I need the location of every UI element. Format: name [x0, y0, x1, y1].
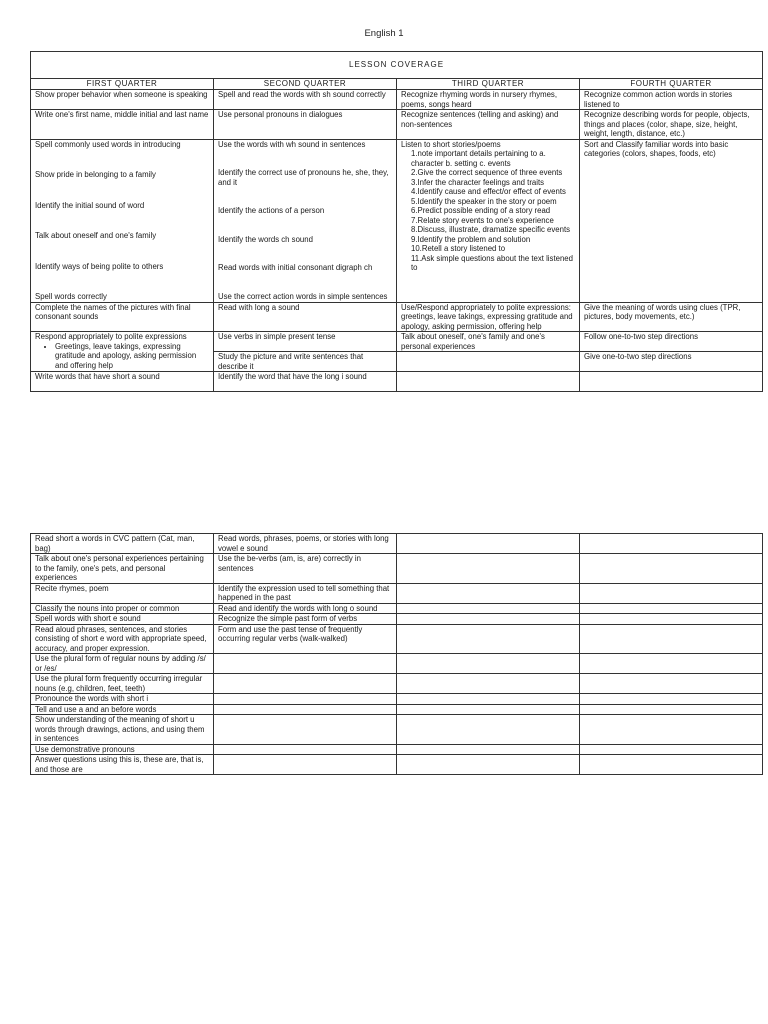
table-cell	[580, 744, 763, 755]
table-cell	[397, 554, 580, 584]
table-cell	[580, 614, 763, 625]
table-row	[31, 110, 763, 140]
table-cell	[397, 603, 580, 614]
table-cell: Give one-to-two step directions	[580, 352, 763, 372]
table-row	[31, 583, 763, 603]
quarter-header-row	[31, 79, 763, 90]
table-cell: Classify the nouns into proper or common	[31, 603, 214, 614]
page-title: English 1	[364, 28, 404, 39]
table-cell	[580, 755, 763, 775]
table-cell	[214, 674, 397, 694]
table-cell	[397, 694, 580, 705]
cell-item: Identify ways of being polite to others	[35, 261, 164, 271]
table-cell: Show proper behavior when someone is speaking	[31, 90, 214, 110]
table-row	[31, 554, 763, 584]
cell-item: 5.Identify the speaker in the story or poem	[411, 196, 557, 206]
table-cell	[397, 755, 580, 775]
cell-item: Use the words with wh sound in sentences	[218, 139, 366, 149]
table-cell	[397, 139, 580, 302]
cell-item: 4.Identify cause and effect/or effect of events	[411, 187, 566, 196]
table-cell: Talk about one's personal experiences pertaining to the family, one's pets, and personal experiences	[31, 554, 214, 584]
cell-item: Spell words correctly	[35, 292, 107, 301]
table-cell: Recite rhymes, poem	[31, 583, 214, 603]
table-cell: Recognize rhyming words in nursery rhymes, poems, songs heard	[397, 90, 580, 110]
cell-item: 7.Relate story events to one's experience	[411, 215, 554, 225]
table-row	[31, 372, 763, 392]
lesson-coverage-table	[30, 51, 763, 392]
cell-item: Identify the initial sound of word	[35, 200, 145, 210]
table-cell	[397, 614, 580, 625]
table-row	[31, 744, 763, 755]
cell-item: Respond appropriately to polite expressions	[35, 332, 187, 341]
table-row	[31, 715, 763, 745]
table-row	[31, 755, 763, 775]
table-cell: Use demonstrative pronouns	[31, 744, 214, 755]
table-cell	[580, 674, 763, 694]
table-cell	[397, 715, 580, 745]
table-cell	[397, 654, 580, 674]
table-cell: Follow one-to-two step directions	[580, 332, 763, 352]
table-cell: Identify the word that have the long i sound	[214, 372, 397, 392]
cell-item: Show pride in belonging to a family	[35, 170, 156, 179]
table-cell: Form and use the past tense of frequently occurring regular verbs (walk-walked)	[214, 624, 397, 654]
table-row	[31, 534, 763, 554]
table-cell: Use the plural form frequently occurring irregular nouns (e.g, children, feet, teeth)	[31, 674, 214, 694]
table-cell	[580, 534, 763, 554]
table-cell: Answer questions using this is, these are, that is, and those are	[31, 755, 214, 775]
table-cell	[397, 744, 580, 755]
cell-item: 9.Identify the problem and solution	[411, 234, 531, 244]
table-cell	[397, 534, 580, 554]
cell-item: Read words with initial consonant digraph ch	[218, 263, 373, 272]
table-cell	[31, 139, 214, 302]
table-cell	[580, 715, 763, 745]
table-cell	[580, 654, 763, 674]
table-cell: Use the plural form of regular nouns by adding /s/ or /es/	[31, 654, 214, 674]
cell-item: 11.Ask simple questions about the text listened to	[411, 253, 573, 272]
header-fourth-quarter: FOURTH QUARTER	[580, 79, 763, 90]
cell-item: 8.Discuss, illustrate, dramatize specific events	[411, 225, 571, 234]
table-cell: Give the meaning of words using clues (TPR, pictures, body movements, etc.)	[580, 302, 763, 332]
table-cell: Read and identify the words with long o sound	[214, 603, 397, 614]
table-cell	[214, 755, 397, 775]
header-third-quarter: THIRD QUARTER	[397, 79, 580, 90]
table-cell: Read words, phrases, poems, or stories with long vowel e sound	[214, 534, 397, 554]
table-cell	[214, 704, 397, 715]
table-cell: Tell and use a and an before words	[31, 704, 214, 715]
table-cell	[580, 583, 763, 603]
table-cell: Read short a words in CVC pattern (Cat, man, bag)	[31, 534, 214, 554]
table-cell: Use/Respond appropriately to polite expressions: greetings, leave takings, expressing gratitude and apology, asking permission, offering help	[397, 302, 580, 332]
table-cell	[397, 372, 580, 392]
header-second-quarter: SECOND QUARTER	[214, 79, 397, 90]
table-cell	[580, 704, 763, 715]
table-cell	[214, 744, 397, 755]
cell-item: Identify the correct use of pronouns he, she, they, and it	[218, 168, 389, 187]
table-cell: Pronounce the words with short i	[31, 694, 214, 705]
cell-intro: Listen to short stories/poems	[401, 139, 501, 149]
table-cell: Study the picture and write sentences that describe it	[214, 352, 397, 372]
cell-item: Use the correct action words in simple sentences	[218, 291, 388, 301]
table-row	[31, 603, 763, 614]
table-cell: Recognize sentences (telling and asking) and non-sentences	[397, 110, 580, 140]
table-cell	[214, 654, 397, 674]
table-cell	[580, 694, 763, 705]
cell-item: 1.note important details pertaining to a. character b. setting c. events	[411, 149, 546, 168]
cell-item: 10.Retell a story listened to	[411, 244, 506, 253]
table-cell: Sort and Classify familiar words into basic categories (colors, shapes, foods, etc)	[580, 139, 763, 302]
table-cell	[580, 554, 763, 584]
header-first-quarter: FIRST QUARTER	[31, 79, 214, 90]
table-row	[31, 332, 763, 352]
table-caption-row	[31, 52, 763, 79]
table-row	[31, 704, 763, 715]
table-cell: Complete the names of the pictures with final consonant sounds	[31, 302, 214, 332]
table-caption: LESSON COVERAGE	[31, 52, 763, 79]
table-cell	[397, 674, 580, 694]
table-cell	[397, 352, 580, 372]
cell-item: 3.Infer the character feelings and traits	[411, 177, 545, 187]
cell-item: 2.Give the correct sequence of three events	[411, 168, 563, 177]
table-cell	[214, 694, 397, 705]
table-cell: Use the be-verbs (am, is, are) correctly in sentences	[214, 554, 397, 584]
table-cell	[580, 372, 763, 392]
table-cell	[214, 139, 397, 302]
table-cell	[214, 715, 397, 745]
table-cell	[580, 624, 763, 654]
table-row	[31, 614, 763, 625]
cell-item: 6.Predict possible ending of a story read	[411, 206, 551, 215]
list-item: • Greetings, leave takings, expressing gratitude and apology, asking permission and offering help	[55, 342, 209, 371]
table-cell	[397, 624, 580, 654]
cell-item: Identify the words ch sound	[218, 234, 313, 244]
table-cell	[31, 332, 214, 372]
cell-item: Talk about oneself and one's family	[35, 231, 157, 240]
table-cell: Spell and read the words with sh sound correctly	[214, 90, 397, 110]
table-row	[31, 139, 763, 302]
table-cell: Read aloud phrases, sentences, and stories consisting of short e word with appropriate speed, accuracy, and proper expression.	[31, 624, 214, 654]
table-row	[31, 674, 763, 694]
table-cell: Recognize describing words for people, objects, things and places (color, shape, size, height, weight, length, distance, etc.)	[580, 110, 763, 140]
lesson-coverage-continued-table	[30, 533, 763, 775]
table-cell: Write words that have short a sound	[31, 372, 214, 392]
table-cell	[580, 603, 763, 614]
table-cell: Spell words with short e sound	[31, 614, 214, 625]
table-row	[31, 654, 763, 674]
table-cell: Write one's first name, middle initial and last name	[31, 110, 214, 140]
table-row	[31, 624, 763, 654]
table-cell: Recognize the simple past form of verbs	[214, 614, 397, 625]
table-row	[31, 90, 763, 110]
table-cell: Read with long a sound	[214, 302, 397, 332]
table-row	[31, 302, 763, 332]
table-cell	[397, 583, 580, 603]
cell-item: Identify the actions of a person	[218, 206, 325, 215]
table-cell: Use personal pronouns in dialogues	[214, 110, 397, 140]
bullet-list	[35, 342, 209, 371]
cell-item: Spell commonly used words in introducing	[35, 139, 181, 149]
table-cell: Identify the expression used to tell something that happened in the past	[214, 583, 397, 603]
table-cell	[214, 332, 397, 352]
cell-item: Use verbs in simple present tense	[218, 332, 336, 341]
table-cell: Show understanding of the meaning of short u words through drawings, actions, and using them in sentences	[31, 715, 214, 745]
table-cell: Talk about oneself, one's family and one's personal experiences	[397, 332, 580, 352]
table-cell	[397, 704, 580, 715]
table-row	[31, 694, 763, 705]
table-cell: Recognize common action words in stories listened to	[580, 90, 763, 110]
